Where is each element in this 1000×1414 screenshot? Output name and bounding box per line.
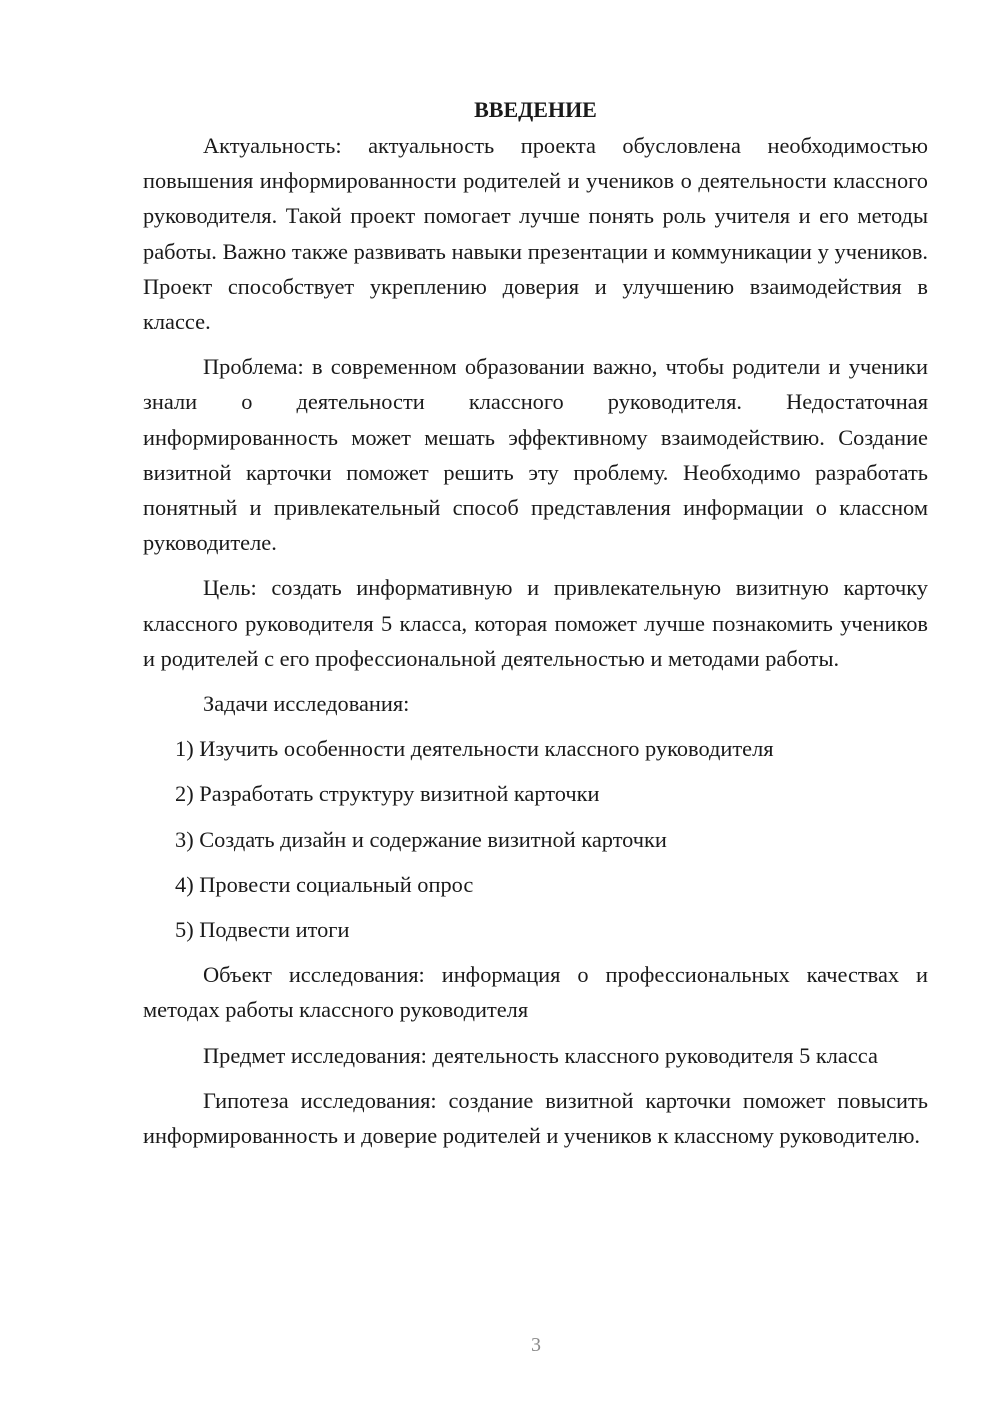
paragraph-goal: Цель: создать информативную и привлекательную визитную карточку классного руководителя 5 класса, которая поможет лучше познакомить учеников и родителей с его профессиональной деятельностью и методами работы.: [143, 575, 928, 671]
paragraph-hypothesis: Гипотеза исследования: создание визитной карточки поможет повысить информированность и доверие родителей и учеников к классному руководителю.: [143, 1087, 928, 1149]
list-item: 3) Создать дизайн и содержание визитной карточки: [175, 826, 667, 852]
list-item: 5) Подвести итоги: [175, 917, 350, 943]
paragraph-relevance: Актуальность: актуальность проекта обусловлена необходимостью повышения информированности родителей и учеников о деятельности классного руководителя. Такой проект помогает лучше понять роль учителя и его методы работы. Важно также развивать навыки презентации и коммуникации у учеников. Проект способствует укреплению доверия и улучшению взаимодействия в классе.: [143, 133, 928, 335]
page-number: 3: [531, 1334, 541, 1356]
page-title: ВВЕДЕНИЕ: [474, 97, 597, 122]
list-item: 4) Провести социальный опрос: [175, 871, 474, 897]
tasks-title: Задачи исследования:: [203, 691, 410, 717]
list-item: 2) Разработать структуру визитной карточки: [175, 781, 600, 807]
paragraph-problem: Проблема: в современном образовании важно, чтобы родители и ученики знали о деятельности классного руководителя. Недостаточная информированность может мешать эффективному взаимодействию. Создание визитной карточки поможет решить эту проблему. Необходимо разработать понятный и привлекательный способ представления информации о классном руководителе.: [143, 354, 928, 556]
task-list: [143, 731, 928, 947]
paragraph-subject: Предмет исследования: деятельность классного руководителя 5 класса: [203, 1042, 878, 1068]
list-item: 1) Изучить особенности деятельности классного руководителя: [175, 736, 774, 762]
paragraph-object: Объект исследования: информация о профессиональных качествах и методах работы классного руководителя: [143, 962, 928, 1023]
document-page: [143, 92, 928, 1153]
